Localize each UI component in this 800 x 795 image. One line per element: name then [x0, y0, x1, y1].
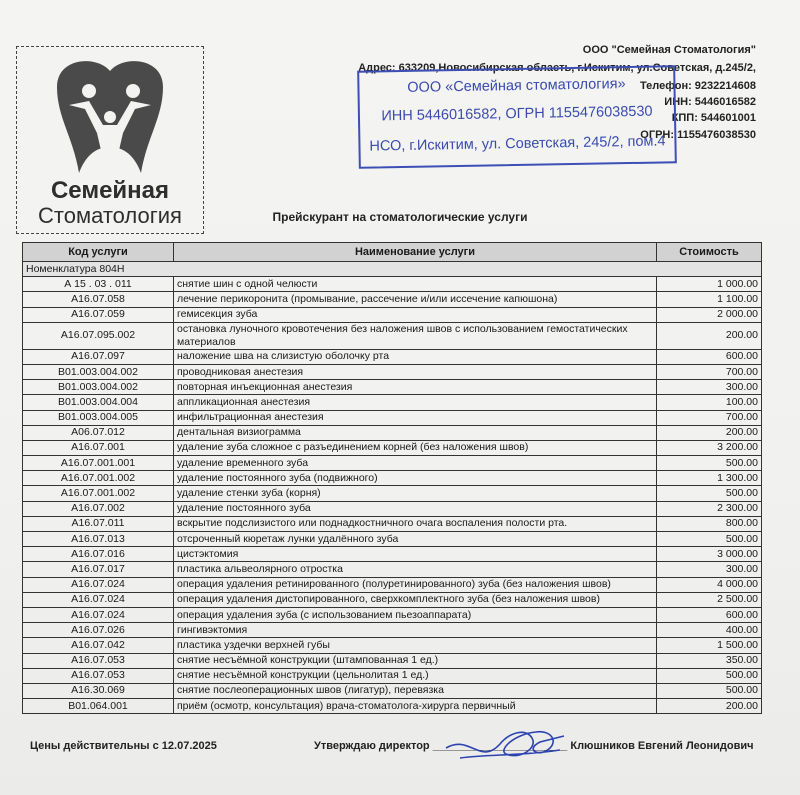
service-code: А16.07.053 — [23, 668, 174, 683]
service-code: В01.003.004.004 — [23, 395, 174, 410]
service-price: 500.00 — [657, 668, 762, 683]
service-price: 800.00 — [657, 516, 762, 531]
logo-line-1: Семейная — [50, 177, 170, 204]
service-name: проводниковая анестезия — [174, 364, 657, 379]
service-code: В01.003.004.005 — [23, 410, 174, 425]
service-name: удаление зуба сложное с разъединением корней (без наложения швов) — [174, 440, 657, 455]
service-price: 500.00 — [657, 532, 762, 547]
table-row — [23, 486, 762, 501]
service-name: удаление стенки зуба (корня) — [174, 486, 657, 501]
service-name: снятие несъёмной конструкции (штампованная 1 ед.) — [174, 653, 657, 668]
service-name: операция удаления ретинированного (полуретинированного) зуба (без наложения швов) — [174, 577, 657, 592]
service-price: 1 500.00 — [657, 638, 762, 653]
service-name: снятие послеоперационных швов (лигатур), перевязка — [174, 683, 657, 698]
service-name: повторная инъекционная анестезия — [174, 380, 657, 395]
service-price: 400.00 — [657, 623, 762, 638]
service-price: 100.00 — [657, 395, 762, 410]
service-name: пластика альвеолярного отростка — [174, 562, 657, 577]
service-price: 4 000.00 — [657, 577, 762, 592]
service-name: гемисекция зуба — [174, 307, 657, 322]
service-name: остановка луночного кровотечения без наложения швов с использованием гемостатических материалов — [174, 322, 657, 349]
price-table — [22, 242, 762, 714]
service-name: пластика уздечки верхней губы — [174, 638, 657, 653]
service-code: А16.07.011 — [23, 516, 174, 531]
service-code: А16.07.001 — [23, 440, 174, 455]
service-price: 1 000.00 — [657, 277, 762, 292]
service-code: А16.07.024 — [23, 607, 174, 622]
service-name: дентальная визиограмма — [174, 425, 657, 440]
table-row — [23, 699, 762, 714]
header-code: Код услуги — [23, 243, 174, 262]
service-code: А 15 . 03 . 011 — [23, 277, 174, 292]
stamp-line-2: ИНН 5446016582, ОГРН 1155476038530 — [381, 103, 653, 125]
table-row — [23, 623, 762, 638]
section-row — [23, 262, 762, 277]
service-name: наложение шва на слизистую оболочку рта — [174, 349, 657, 364]
logo-line-2: Стоматология — [38, 203, 182, 228]
service-price: 300.00 — [657, 380, 762, 395]
service-price: 2 500.00 — [657, 592, 762, 607]
service-name: инфильтрационная анестезия — [174, 410, 657, 425]
service-code: А16.07.013 — [23, 532, 174, 547]
service-code: А16.07.026 — [23, 623, 174, 638]
service-code: А16.07.016 — [23, 547, 174, 562]
service-price: 600.00 — [657, 607, 762, 622]
service-price: 300.00 — [657, 562, 762, 577]
document-title: Прейскурант на стоматологические услуги — [272, 210, 528, 224]
table-row — [23, 577, 762, 592]
service-price: 200.00 — [657, 322, 762, 349]
service-name: цистэктомия — [174, 547, 657, 562]
table-row — [23, 425, 762, 440]
service-price: 500.00 — [657, 456, 762, 471]
table-row — [23, 547, 762, 562]
header-price: Стоимость — [657, 243, 762, 262]
service-name: приём (осмотр, консультация) врача-стоматолога-хирурга первичный — [174, 699, 657, 714]
service-code: А16.07.001.002 — [23, 486, 174, 501]
service-code: А16.07.042 — [23, 638, 174, 653]
org-phone: Телефон: 9232214608 — [640, 80, 756, 92]
service-price: 700.00 — [657, 410, 762, 425]
table-row — [23, 380, 762, 395]
table-row — [23, 532, 762, 547]
service-code: А16.07.095.002 — [23, 322, 174, 349]
service-code: А16.07.024 — [23, 577, 174, 592]
table-row — [23, 395, 762, 410]
service-name: лечение перикоронита (промывание, рассечение и/или иссечение капюшона) — [174, 292, 657, 307]
company-stamp — [357, 65, 677, 169]
table-row — [23, 471, 762, 486]
service-code: А16.07.058 — [23, 292, 174, 307]
director-approval: Утверждаю директор ______________________ Клюшников Евгений Леонидович — [314, 740, 754, 752]
service-code: В01.064.001 — [23, 699, 174, 714]
table-row — [23, 653, 762, 668]
service-code: А16.07.059 — [23, 307, 174, 322]
org-name: ООО "Семейная Стоматология" — [582, 44, 756, 56]
service-price: 500.00 — [657, 683, 762, 698]
service-name: снятие шин с одной челюсти — [174, 277, 657, 292]
stamp-line-3: НСО, г.Искитим, ул. Советская, 245/2, пом.4 — [369, 133, 666, 155]
table-row — [23, 277, 762, 292]
service-price: 2 300.00 — [657, 501, 762, 516]
service-name: гингивэктомия — [174, 623, 657, 638]
table-row — [23, 607, 762, 622]
service-code: А16.07.017 — [23, 562, 174, 577]
service-name: операция удаления зуба (с использованием пьезоаппарата) — [174, 607, 657, 622]
price-validity: Цены действительны с 12.07.2025 — [30, 740, 217, 752]
table-row — [23, 410, 762, 425]
clinic-logo — [16, 46, 204, 234]
service-price: 600.00 — [657, 349, 762, 364]
section-label: Номенклатура 804Н — [23, 262, 762, 277]
service-price: 700.00 — [657, 364, 762, 379]
service-code: А16.07.024 — [23, 592, 174, 607]
service-code: А16.07.001.001 — [23, 456, 174, 471]
service-name: удаление постоянного зуба (подвижного) — [174, 471, 657, 486]
service-code: А16.07.053 — [23, 653, 174, 668]
director-signature — [440, 714, 570, 770]
table-row — [23, 440, 762, 455]
table-row — [23, 322, 762, 349]
service-name: удаление временного зуба — [174, 456, 657, 471]
service-name: операция удаления дистопированного, сверхкомплектного зуба (без наложения швов) — [174, 592, 657, 607]
table-row — [23, 668, 762, 683]
service-price: 200.00 — [657, 425, 762, 440]
service-price: 500.00 — [657, 486, 762, 501]
stamp-line-1: ООО «Семейная стоматология» — [407, 76, 626, 96]
service-price: 200.00 — [657, 699, 762, 714]
header-name: Наименование услуги — [174, 243, 657, 262]
service-price: 3 000.00 — [657, 547, 762, 562]
service-name: вскрытие подслизистого или поднадкостничного очага воспаления полости рта. — [174, 516, 657, 531]
service-code: В01.003.004.002 — [23, 380, 174, 395]
service-code: А16.07.002 — [23, 501, 174, 516]
service-price: 2 000.00 — [657, 307, 762, 322]
service-code: А16.07.097 — [23, 349, 174, 364]
table-row — [23, 364, 762, 379]
table-row — [23, 592, 762, 607]
service-name: отсроченный кюретаж лунки удалённого зуба — [174, 532, 657, 547]
table-row — [23, 683, 762, 698]
table-row — [23, 307, 762, 322]
service-name: снятие несъёмной конструкции (цельнолитая 1 ед.) — [174, 668, 657, 683]
table-row — [23, 456, 762, 471]
service-name: аппликационная анестезия — [174, 395, 657, 410]
table-row — [23, 349, 762, 364]
service-code: А16.07.001.002 — [23, 471, 174, 486]
service-price: 1 300.00 — [657, 471, 762, 486]
table-row — [23, 292, 762, 307]
service-code: А06.07.012 — [23, 425, 174, 440]
service-price: 3 200.00 — [657, 440, 762, 455]
service-name: удаление постоянного зуба — [174, 501, 657, 516]
service-code: В01.003.004.002 — [23, 364, 174, 379]
table-row — [23, 562, 762, 577]
service-code: А16.30.069 — [23, 683, 174, 698]
org-inn: ИНН: 5446016582 — [664, 96, 756, 108]
table-header-row — [23, 243, 762, 262]
service-price: 350.00 — [657, 653, 762, 668]
table-row — [23, 501, 762, 516]
table-row — [23, 516, 762, 531]
org-kpp: КПП: 544601001 — [671, 112, 756, 124]
org-ogrn: ОГРН: 1155476038530 — [640, 129, 756, 141]
table-row — [23, 638, 762, 653]
service-price: 1 100.00 — [657, 292, 762, 307]
org-address: Адрес: 633209,Новосибирская область, г.Искитим, ул.Советская, д.245/2, — [358, 62, 756, 74]
